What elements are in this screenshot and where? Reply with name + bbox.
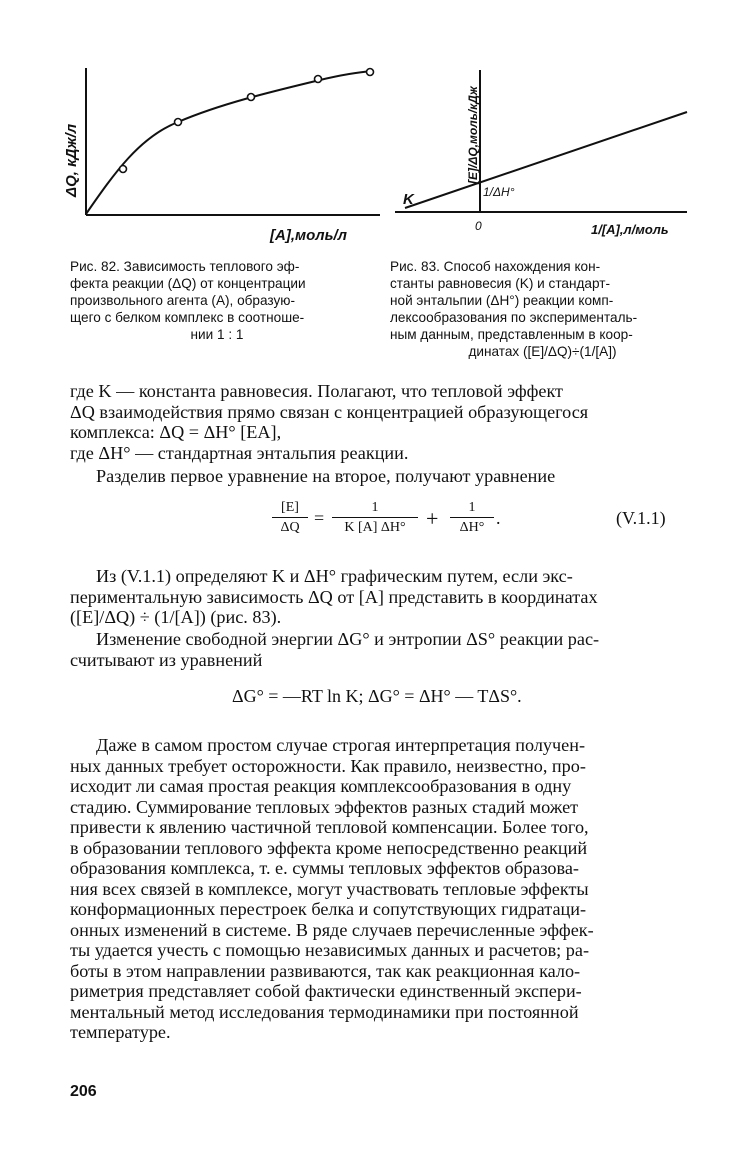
text-line: ментальный метод исследования термодинамики при постоянной (70, 1001, 579, 1022)
paragraph-4 (70, 629, 694, 670)
eq1-dot: . (496, 508, 501, 528)
text-line: ния всех связей в комплексе, могут участвовать тепловые эффекты (70, 878, 589, 899)
caption-line: произвольного агента (A), образую- (70, 293, 295, 308)
text-line: где K — константа равновесия. Полагают, что тепловой эффект (70, 381, 563, 401)
paragraph-1 (70, 381, 694, 463)
eq1-lhs-den: ΔQ (280, 520, 300, 535)
page-number: 206 (70, 1083, 97, 1100)
text-line: считывают из уравнений (70, 649, 263, 670)
eq1-equals: = (314, 508, 325, 528)
caption-line: ной энтальпии (ΔH°) реакции комп- (390, 293, 614, 308)
fig82-data-point (367, 69, 374, 76)
fig83-y-label: [E]/ΔQ,моль/кДж (466, 86, 480, 184)
figure-83-plot (395, 62, 700, 247)
figure-82-plot (60, 62, 390, 242)
text-line: Даже в самом простом случае строгая интерпретация получен- (96, 735, 586, 755)
eq1-term1-fraction (332, 500, 418, 536)
eq1-term2-fraction (450, 500, 494, 536)
fig82-data-point (120, 166, 127, 173)
caption-line: фекта реакции (ΔQ) от концентрации (70, 276, 306, 291)
text-line: температуре. (70, 1022, 171, 1042)
text-line: образования комплекса, т. е. суммы тепловых эффектов образова- (70, 858, 579, 878)
eq1-lhs-fraction (272, 500, 308, 536)
fig82-x-label: [A],моль/л (270, 227, 347, 244)
text-line: Разделив первое уравнение на второе, получают уравнение (96, 466, 556, 486)
fig83-regression-line (405, 112, 687, 208)
text-line: онных изменений в системе. В ряде случаев перечисленные эффек- (70, 919, 594, 940)
eq1-term1-num: 1 (332, 500, 418, 518)
eq1-number: (V.1.1) (616, 508, 666, 528)
eq1-plus: + (426, 506, 439, 531)
text-line: в образовании теплового эффекта кроме непосредственно реакций (70, 837, 588, 858)
text-line: периментальную зависимость ΔQ от [A] представить в координатах (70, 586, 598, 607)
fig82-curve (86, 71, 373, 214)
paragraph-3 (70, 566, 694, 628)
caption-line: ным данным, представленным в коор- (390, 327, 633, 342)
text-line: Изменение свободной энергии ΔG° и энтропии ΔS° реакции рас- (96, 629, 600, 649)
eq1-term2-num: 1 (450, 500, 494, 518)
caption-line: Рис. 83. Способ нахождения кон- (390, 259, 601, 274)
text-line: риметрия представляет собой фактически единственный экспери- (70, 981, 582, 1001)
text-line: боты в этом направлении развиваются, так как реакционная кало- (70, 960, 581, 981)
fig82-data-point (315, 76, 322, 83)
equation-gibbs: ΔG° = —RT ln K; ΔG° = ΔH° — TΔS°. (232, 686, 522, 706)
fig82-data-point (248, 94, 255, 101)
caption-line: щего с белком комплекс в соотноше- (70, 310, 305, 325)
text-line: комплекса: ΔQ = ΔH° [EA], (70, 422, 282, 442)
text-line: ных данных требует осторожности. Как правило, неизвестно, про- (70, 755, 586, 776)
fig82-y-label: ΔQ, кДж/л (63, 123, 80, 197)
text-line: ты удается учесть с помощью независимых данных и расчетов; ра- (70, 940, 590, 960)
text-line: исходит ли самая простая реакция комплексообразования в одну (70, 776, 572, 796)
fig83-k-label: K (403, 191, 414, 208)
caption-line: динатах ([E]/ΔQ)÷(1/[A]) (468, 344, 617, 359)
eq1-lhs-num: [E] (272, 500, 308, 518)
eq1-term2-den: ΔH° (459, 520, 485, 535)
text-line: ΔQ взаимодействия прямо связан с концентрацией образующегося (70, 401, 589, 422)
text-line: стадию. Суммирование тепловых эффектов разных стадий может (70, 796, 579, 817)
fig83-intercept-label: 1/ΔH° (483, 185, 515, 199)
fig83-x-label: 1/[A],л/моль (591, 222, 669, 237)
text-line: ([E]/ΔQ) ÷ (1/[A]) (рис. 83). (70, 607, 282, 627)
eq1-term1-den: K [A] ΔH° (344, 520, 406, 535)
paragraph-5 (70, 735, 694, 1043)
figure-82-caption (70, 258, 364, 343)
caption-line: лексообразования по эксперименталь- (390, 310, 638, 325)
paragraph-2 (70, 466, 694, 487)
text-line: привести к явлению частичной тепловой компенсации. Более того, (70, 817, 589, 837)
caption-line: нии 1 : 1 (190, 327, 244, 342)
text-line: Из (V.1.1) определяют K и ΔH° графическим путем, если экс- (96, 566, 573, 586)
text-line: конформационных перестроек белка и сопутствующих гидратаци- (70, 899, 587, 919)
caption-line: Рис. 82. Зависимость теплового эф- (70, 259, 300, 274)
fig83-origin-label: 0 (475, 219, 482, 233)
fig82-data-point (175, 119, 182, 126)
caption-line: станты равновесия (K) и стандарт- (390, 276, 610, 291)
figure-83-caption (390, 258, 695, 360)
text-line: где ΔH° — стандартная энтальпия реакции. (70, 442, 409, 463)
